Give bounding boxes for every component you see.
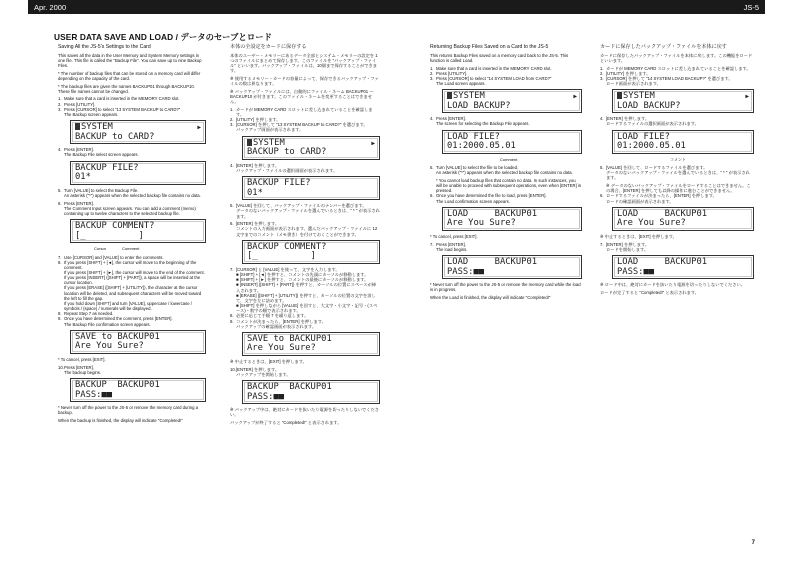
step: 9. コメントが決まったら、[ENTER] を押します。: [230, 318, 326, 324]
step: * You cannot load backup files that contain no data. In such instances, you will be unable to proceed with subsequent operations, even when [ENTER] is pressed.: [436, 177, 582, 194]
step-note: The Comment Input screen appears. You can add a comment (memo) containing up to twelve characters to the selected backup file.: [64, 205, 196, 216]
lcd-icon: [247, 139, 252, 146]
lcd-screen: BACKUP COMMENT? [_ ]: [70, 219, 206, 243]
step: If you press [INSERT] ([SHIFT] + [PART]), a space will be inserted at the cursor location.: [64, 275, 201, 286]
step: 3. Press [CURSOR] to select "14 SYSTEM LOAD from CARD?": [430, 75, 552, 81]
step: 3. Press [CURSOR] to select "13 SYSTEM BACKUP to CARD?": [58, 106, 181, 112]
lcd-screen: LOAD BACKUP01 Are You Sure?: [612, 207, 754, 231]
cancel-note: * To cancel, press [EXIT].: [430, 233, 478, 239]
lcd-icon: [75, 123, 80, 130]
section-heading: Saving All the JS-5's Settings to the Card: [58, 44, 151, 50]
intro-text: This saves all the data in the User Memory and System Memory settings in one file. This file is called the "Backup File". You can save up to nine Backup Files.: [58, 52, 202, 68]
arrow-icon: ▶: [197, 124, 201, 132]
arrow-icon: ▶: [371, 139, 375, 147]
warning-note: ※ バックアップ中は、絶対にカードを抜いたり電源を切ったりしないでください。: [230, 407, 379, 418]
step: ■ [INSERT] ([SHIFT] + [PART]) を押すと、カーソルの位置にスペースが挿入されます。: [236, 282, 376, 293]
page-title: USER DATA SAVE AND LOAD / データのセーブとロード: [54, 32, 273, 42]
step: 5. Turn [VALUE] to select the Backup File.: [58, 187, 139, 193]
completion-text: ロードが完了すると "Completed!" と表示されます。: [600, 289, 700, 295]
step: 2. [UTILITY] を押します。: [230, 117, 281, 123]
step: ■ [SHIFT] + [►] を押すと、コメントの最後にカーソルが移動します。: [236, 277, 369, 283]
step: 7. [CURSOR] と [VALUE] を使って、文字を入力します。: [230, 266, 340, 272]
step: 3. [CURSOR] を押して "13 SYSTEM BACKUP to CARD?" を選びます。: [230, 122, 368, 128]
step-note: The screen for selecting the Backup File appears.: [436, 121, 530, 127]
lcd-screen: SYSTEM ▶ BACKUP to CARD?: [70, 120, 206, 144]
intro-text: 本体のユーザー・メモリーにあるデータ全部とシステム・メモリーの設定を 1 つのファイルにまとめて保存します。このファイルを "バックアップ・ファイル" といいます。バックアップ・ファイルは、10個まで保存することができます。: [230, 52, 378, 74]
column-japanese-load: [600, 44, 754, 298]
step: ※ データのないバックアップ・ファイルをロードすることはできません。この場合、[ENTER] を押しても以降の操作に進むことができません。: [606, 183, 751, 194]
lcd-screen: SYSTEM ▶ BACKUP to CARD?: [242, 136, 380, 160]
lcd-screen: LOAD FILE? 01:2000.05.01: [442, 130, 582, 154]
step-note: An asterisk ("*") appears when the selected backup file contains no data.: [64, 192, 201, 198]
step-note: The Backup File select screen appears.: [64, 152, 139, 158]
lcd-screen: SYSTEM ▶ LOAD BACKUP?: [612, 89, 754, 113]
lcd-screen: SYSTEM ▶ LOAD BACKUP?: [442, 89, 582, 113]
step-note: ロードの確認画面が表示されます。: [606, 198, 674, 204]
step: 7. Use [CURSOR] and [VALUE] to enter the comments.: [58, 254, 164, 260]
step-note: The Load confirmation screen appears.: [436, 198, 510, 204]
step: If you press [ERASE] ([SHIFT] + [UTILITY]), the character at the cursor location will be deleted, and subsequent characters will be moved toward the left to fill the gap.: [64, 285, 202, 301]
lcd-screen: LOAD FILE? 01:2000.05.01: [612, 130, 754, 154]
step: 7. Press [ENTER].: [430, 241, 466, 247]
step: 6. ロードするファイルが決まったら、[ENTER] を押します。: [600, 193, 717, 199]
note: ※ 使用するメモリー・カードの容量によって、保存できるバックアップ・ファイルの数は異なります。: [230, 75, 379, 86]
step: If you hold down [SHIFT] and turn [VALUE], uppercase / lowercase / symbols / (space) / numerals will be displayed.: [64, 300, 192, 312]
lcd-screen: LOAD BACKUP01 PASS:■■: [442, 255, 582, 279]
step: 2. Press [UTILITY].: [430, 70, 468, 76]
section-heading: カードに保存したバックアップ・ファイルを本体に戻す: [600, 44, 727, 50]
step: 1. カードが MEMORY CARD スロットに差し込まれていることを確認します。: [230, 106, 373, 117]
step-note: The Load screen appears.: [436, 80, 486, 86]
section-heading: Returning Backup Files Saved on a Card to the JS-5: [430, 44, 549, 50]
lcd-screen: LOAD BACKUP01 Are You Sure?: [442, 207, 582, 231]
step-note: バックアップの確認画面が表示されます。: [236, 323, 317, 329]
step: 1. Make sure that a card is inserted in the MEMORY CARD slot.: [58, 96, 180, 102]
column-japanese-save: [230, 44, 380, 428]
step: 1. カードが MEMORY CARD スロットに差し込まれていることを確認します。: [600, 65, 751, 71]
lcd-caption: Comment: [500, 156, 518, 162]
cancel-note: * To cancel, press [EXIT].: [58, 356, 106, 362]
lcd-screen: BACKUP BACKUP01 PASS:■■: [242, 380, 380, 404]
step: 5. [VALUE] を回して、バックアップ・ファイルのナンバーを選びます。: [230, 203, 367, 209]
lcd-captions: Cursor Comment: [94, 246, 140, 252]
step-note: データのないバックアップ・ファイルを選んでいるときは、" * " が表示されます。: [606, 170, 750, 181]
step-note: ロードを開始します。: [606, 246, 649, 252]
column-english-load: [430, 44, 582, 303]
step: 8. 必要に応じて手順 7 を繰り返します。: [230, 313, 309, 319]
step-note: バックアップ・ファイルの選択画面が表示されます。: [236, 167, 338, 173]
step-note: バックアップ画面が表示されます。: [236, 127, 304, 133]
step-note: The backup begins.: [64, 369, 102, 375]
step-note: ロードするファイルの選択画面が表示されます。: [606, 121, 699, 127]
lcd-icon: [447, 92, 452, 99]
lcd-screen: BACKUP COMMENT? [_ ]: [242, 240, 380, 264]
step: ■ [ERASE] ([SHIFT] + [UTILITY]) を押すと、カーソルの位置の文字を消して、文字を左に詰めます。: [236, 292, 376, 303]
step: ■ [SHIFT] を押しながら [VALUE] を回すと、大文字・小文字・記号・(スペース)・数字の順で表示されます。: [236, 303, 378, 314]
step-note: コメントの入力画面が表示されます。選んだバックアップ・ファイルに 12 文字までのコメント（メモ書き）を付けておくことができます。: [236, 226, 378, 237]
step-note: The load begins.: [436, 246, 468, 252]
step: 4. Press [ENTER].: [58, 147, 94, 153]
step: 5. [VALUE] を回して、ロードするファイルを選びます。: [600, 164, 708, 170]
completion-text: When the Load is finished, the display will indicate "Completed!": [430, 295, 551, 300]
step-note: The Backup screen appears.: [64, 111, 119, 117]
header-model: JS-5: [743, 2, 759, 12]
lcd-screen: BACKUP BACKUP01 PASS:■■: [70, 378, 206, 402]
lcd-screen: SAVE to BACKUP01 Are You Sure?: [70, 330, 206, 354]
cancel-note: ※ 中止するときは、[EXIT] を押します。: [230, 359, 307, 365]
page-number: 7: [751, 540, 755, 546]
note: * The number of backup files that can be stored on a memory card will differ depending on the capacity of the card.: [58, 70, 201, 81]
completion-text: When the backup is finished, the display will indicate "Completed!": [58, 418, 183, 424]
column-english-save: [58, 44, 206, 426]
step-note: An asterisk ("*") appears when the selected backup file contains no data.: [436, 170, 573, 176]
step: 8. If you press [SHIFT] + [◄], the cursor will move to the beginning of the comment.: [58, 259, 197, 270]
step: 9. Once you have determined the comment, press [ENTER].: [58, 316, 173, 322]
warning-note: * Never turn off the power to the JS-5 or remove the memory card during a backup.: [58, 405, 199, 416]
step: If you press [SHIFT] + [►], the cursor will move to the end of the comment.: [64, 269, 205, 275]
note: * The backup files are given the names BACKUP01 through BACKUP10. These file names cannot be changed.: [58, 83, 195, 94]
step: 6. Once you have determined the file to load, press [ENTER].: [430, 193, 547, 199]
step: 6. Press [ENTER].: [58, 200, 94, 206]
step: 3. [CURSOR] を押して "14 SYSTEM LOAD BACKUP?" を選びます。: [600, 75, 733, 81]
lcd-screen: LOAD BACKUP01 PASS:■■: [612, 255, 754, 279]
note: ※ バックアップ・ファイルには、自動的にファイル・ネーム BACKUP01 ～ BACKUP10 が付きます。このファイル・ネームを変更することはできません。: [230, 88, 374, 105]
step: 10. [ENTER] を押します。: [230, 366, 280, 372]
step: 8. Repeat Step 7 as needed.: [58, 311, 114, 317]
step-note: バックアップを開始します。: [236, 371, 291, 377]
page-header: [28, 0, 765, 14]
intro-text: This returns Backup Files saved on a memory card back to the JS-5. This function is called Load.: [430, 52, 569, 63]
arrow-icon: ▶: [745, 93, 749, 101]
lcd-icon: [617, 92, 622, 99]
step-note: データのないバックアップ・ファイルを選んでいるときは、" * " が表示されます。: [236, 208, 380, 219]
step: 2. [UTILITY] を押します。: [600, 70, 651, 76]
arrow-icon: ▶: [573, 93, 577, 101]
step: 4. [ENTER] を押します。: [230, 162, 280, 168]
section-heading: 本体の全設定をカードに保存する: [230, 44, 307, 50]
step: 5. Turn [VALUE] to select the file to be loaded.: [430, 164, 519, 170]
header-date: Apr. 2000: [34, 2, 67, 12]
step-note: The Backup File confirmation screen appears.: [64, 321, 151, 327]
lcd-screen: BACKUP FILE? 01*: [242, 176, 380, 200]
warning-note: ※ ロード中は、絶対にカードを抜いたり電源を切ったりしないでください。: [600, 282, 745, 288]
cancel-note: ※ 中止するときは、[EXIT] を押します。: [600, 233, 677, 239]
intro-text: カードに保存したバックアップ・ファイルを本体に戻します。この機能をロードといいます。: [600, 52, 753, 63]
lcd-screen: BACKUP FILE? 01*: [70, 161, 206, 185]
warning-note: * Never turn off the power to the JS-5 or remove the memory card while the load is in progress.: [430, 282, 581, 293]
step: 6. [ENTER] を押します。: [230, 221, 280, 227]
step-note: ロード画面が表示されます。: [606, 80, 661, 86]
step: 4. [ENTER] を押します。: [600, 116, 650, 122]
step: ■ [SHIFT] + [◄] を押すと、コメントの先頭にカーソルが移動します。: [236, 272, 369, 278]
step: 10. Press [ENTER].: [58, 364, 94, 370]
completion-text: バックアップが終了すると "Completed!" と表示されます。: [230, 420, 342, 426]
step: 2. Press [UTILITY].: [58, 101, 96, 107]
step: 1. Make sure that a card is inserted in the MEMORY CARD slot.: [430, 65, 552, 71]
lcd-screen: SAVE to BACKUP01 Are You Sure?: [242, 332, 380, 356]
step: 4. Press [ENTER].: [430, 116, 466, 122]
step: 7. [ENTER] を押します。: [600, 241, 650, 247]
lcd-caption: コメント: [670, 156, 686, 162]
